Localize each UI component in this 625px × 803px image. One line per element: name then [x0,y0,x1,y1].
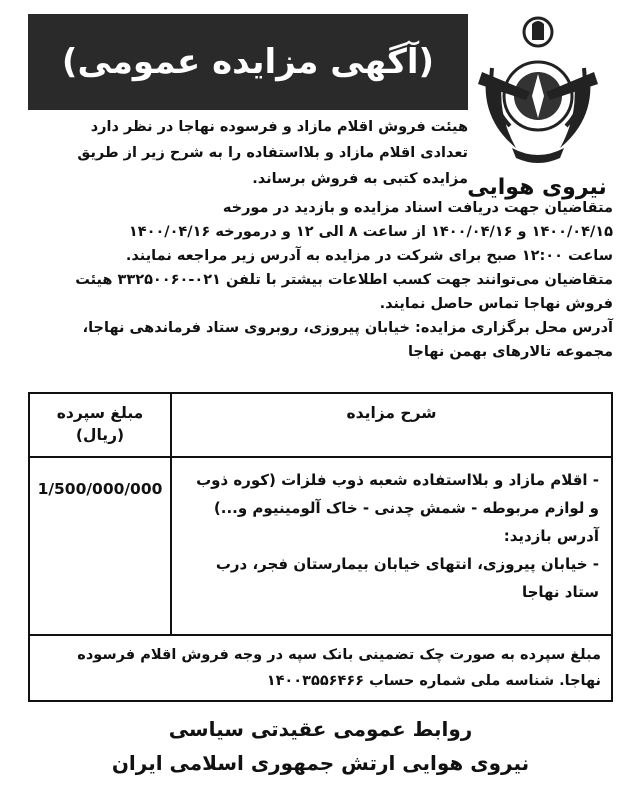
footer-line: مبلغ سپرده به صورت چک تضمینی بانک سپه در وجه فروش اقلام فرسوده [77,647,601,663]
amount-header-label: مبلغ سپرده [56,404,144,422]
ad-header [28,14,468,110]
description-line: - خیابان پیروزی، انتهای خیابان بیمارستان فجر، درب [215,555,599,573]
description-header-label: شرح مزایده [346,404,437,422]
signature-line: نیروی هوایی ارتش جمهوری اسلامی ایران [111,751,530,775]
table-cell-amount [30,458,170,634]
description-line: آدرس بازدید: [503,527,599,545]
table-header-amount [30,394,170,456]
intro-line: هیئت فروش اقلام مازاد و فرسوده نهاجا در نظر دارد [90,119,468,135]
deposit-amount: 1/500/000/000 [37,480,163,498]
table-header-row [30,394,611,458]
footer-line: نهاجا. شناسه ملی شماره حساب ۱۴۰۰۳۵۵۶۴۶۶ [266,673,601,689]
air-force-emblem-icon [468,8,608,168]
details-line: ۱۴۰۰/۰۴/۱۵ و ۱۴۰۰/۰۴/۱۶ از ساعت ۸ الی ۱۲ و درمورخه ۱۴۰۰/۰۴/۱۶ [128,224,613,240]
title-banner [28,14,468,110]
table-cell-description [170,458,611,634]
table-header-description [170,394,611,456]
intro-line: تعدادی اقلام مازاد و بلااستفاده را به شرح زیر از طریق [77,145,468,161]
details-line: متقاضیان جهت دریافت اسناد مزایده و بازدید در مورخه [222,200,613,216]
details-line: ساعت ۱۲:۰۰ صبح برای شرکت در مزایده به آدرس زیر مراجعه نمایند. [125,248,613,264]
details-paragraph [28,196,613,364]
organization-name: نیروی هوایی [467,175,607,200]
details-line: متقاضیان می‌توانند جهت کسب اطلاعات بیشتر با تلفن ۰۲۱-۳۳۲۵۰۰۶۰ هیئت [75,272,613,288]
signature-block [28,712,613,780]
details-line: آدرس محل برگزاری مزایده: خیابان پیروزی، روبروی ستاد فرماندهی نهاجا، [82,320,613,336]
description-line: و لوازم مربوطه - شمش چدنی - خاک آلومینیوم و...) [213,499,599,517]
details-line: مجموعه تالارهای بهمن نهاجا [407,344,613,360]
auction-table [28,392,613,702]
description-line: - اقلام مازاد و بلااستفاده شعبه ذوب فلزات (کوره ذوب [196,471,599,489]
page-title: (آگهی مزایده عمومی) [61,42,435,82]
details-line: فروش نهاجا تماس حاصل نمایند. [379,296,613,312]
intro-line: مزایده کتبی به فروش برساند. [252,171,468,187]
description-line: ستاد نهاجا [521,583,599,601]
amount-header-unit: (ریال) [75,426,125,444]
intro-paragraph [28,114,468,192]
table-row [30,458,611,634]
signature-line: روابط عمومی عقیدتی سیاسی [168,717,473,741]
table-footer-note [30,634,611,700]
